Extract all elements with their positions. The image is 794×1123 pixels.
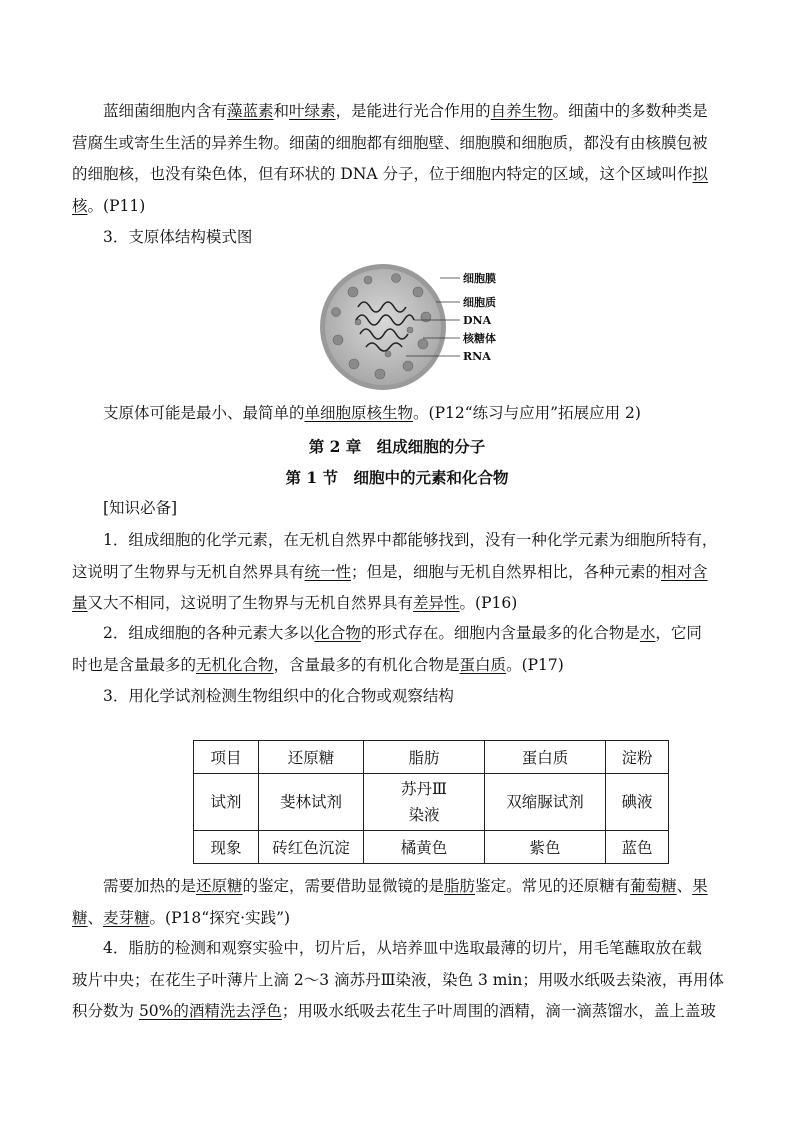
table-cell: 双缩脲试剂 bbox=[485, 774, 606, 831]
paragraph-compounds: 2．组成细胞的各种元素大多以化合物的形式存在。细胞内含量最多的化合物是水，它同 时也是含量最多的无机化合物，含量最多的有机化合物是蛋白质。(P17) bbox=[72, 624, 702, 674]
table-cell: 砖红色沉淀 bbox=[259, 831, 364, 864]
label-dna: DNA bbox=[463, 314, 492, 327]
table-row bbox=[194, 741, 669, 774]
table-cell: 试剂 bbox=[194, 774, 259, 831]
table-row bbox=[194, 774, 669, 831]
label-cytoplasm: 细胞质 bbox=[463, 296, 496, 309]
label-rna: RNA bbox=[463, 350, 491, 363]
paragraph-elements: 1．组成细胞的化学元素，在无机自然界中都能够找到，没有一种化学元素为细胞所特有， 这说明了生物界与无机自然界具有统一性；但是，细胞与无机自然界相比，各种元素的相对含 量又大不相同，这说明了生物界与无机自然界具有差异性。(P16) bbox=[72, 531, 718, 612]
table-cell: 脂肪 bbox=[364, 741, 485, 774]
table-cell: 碘液 bbox=[606, 774, 669, 831]
table-cell: 斐林试剂 bbox=[259, 774, 364, 831]
label-ribosome: 核糖体 bbox=[463, 332, 496, 345]
table-cell: 苏丹Ⅲ 染液 bbox=[364, 774, 485, 831]
item-3-detection-title: 3．用化学试剂检测生物组织中的化合物或观察结构 bbox=[103, 687, 454, 705]
table-cell: 蓝色 bbox=[606, 831, 669, 864]
table-cell: 项目 bbox=[194, 741, 259, 774]
chapter-title: 第 2 章 组成细胞的分子 bbox=[308, 437, 486, 456]
item-3-title: 3．支原体结构模式图 bbox=[103, 228, 253, 246]
table-row bbox=[194, 831, 669, 864]
paragraph-cyanobacteria: 蓝细菌细胞内含有藻蓝素和叶绿素，是能进行光合作用的自养生物。细菌中的多数种类是 营腐生或寄生生活的异养生物。细菌的细胞都有细胞壁、细胞膜和细胞质，都没有由核膜包被 的细胞核，也没有染色体，但有环状的 DNA 分子，位于细胞内特定的区域，这个区域叫作拟 核。(P11) bbox=[72, 102, 709, 215]
table-cell: 现象 bbox=[194, 831, 259, 864]
knowledge-header: [知识必备] bbox=[103, 499, 178, 517]
table-cell: 蛋白质 bbox=[485, 741, 606, 774]
section-title: 第 1 节 细胞中的元素和化合物 bbox=[285, 468, 509, 487]
mycoplasma-diagram bbox=[318, 262, 518, 392]
table-cell: 淀粉 bbox=[606, 741, 669, 774]
paragraph-fat-detection: 4．脂肪的检测和观察实验中，切片后，从培养皿中选取最薄的切片，用毛笔蘸取放在载 玻片中央；在花生子叶薄片上滴 2～3 滴苏丹Ⅲ染液，染色 3 min；用吸水纸吸去染液，再用体 积分数为 50%的酒精洗去浮色；用吸水纸吸去花生子叶周围的酒精，滴一滴蒸馏水，盖上盖玻 bbox=[72, 939, 724, 1020]
mycoplasma-note: 支原体可能是最小、最简单的单细胞原核生物。(P12“练习与应用”拓展应用 2) bbox=[103, 404, 641, 422]
paragraph-heating: 需要加热的是还原糖的鉴定，需要借助显微镜的是脂肪鉴定。常见的还原糖有葡萄糖、果 糖、麦芽糖。(P18“探究·实践”) bbox=[72, 877, 708, 927]
table-cell: 紫色 bbox=[485, 831, 606, 864]
cytoplasm-shape bbox=[325, 269, 441, 385]
table-cell: 还原糖 bbox=[259, 741, 364, 774]
table-cell: 橘黄色 bbox=[364, 831, 485, 864]
label-cell-membrane: 细胞膜 bbox=[463, 272, 496, 285]
detection-table bbox=[193, 740, 669, 864]
